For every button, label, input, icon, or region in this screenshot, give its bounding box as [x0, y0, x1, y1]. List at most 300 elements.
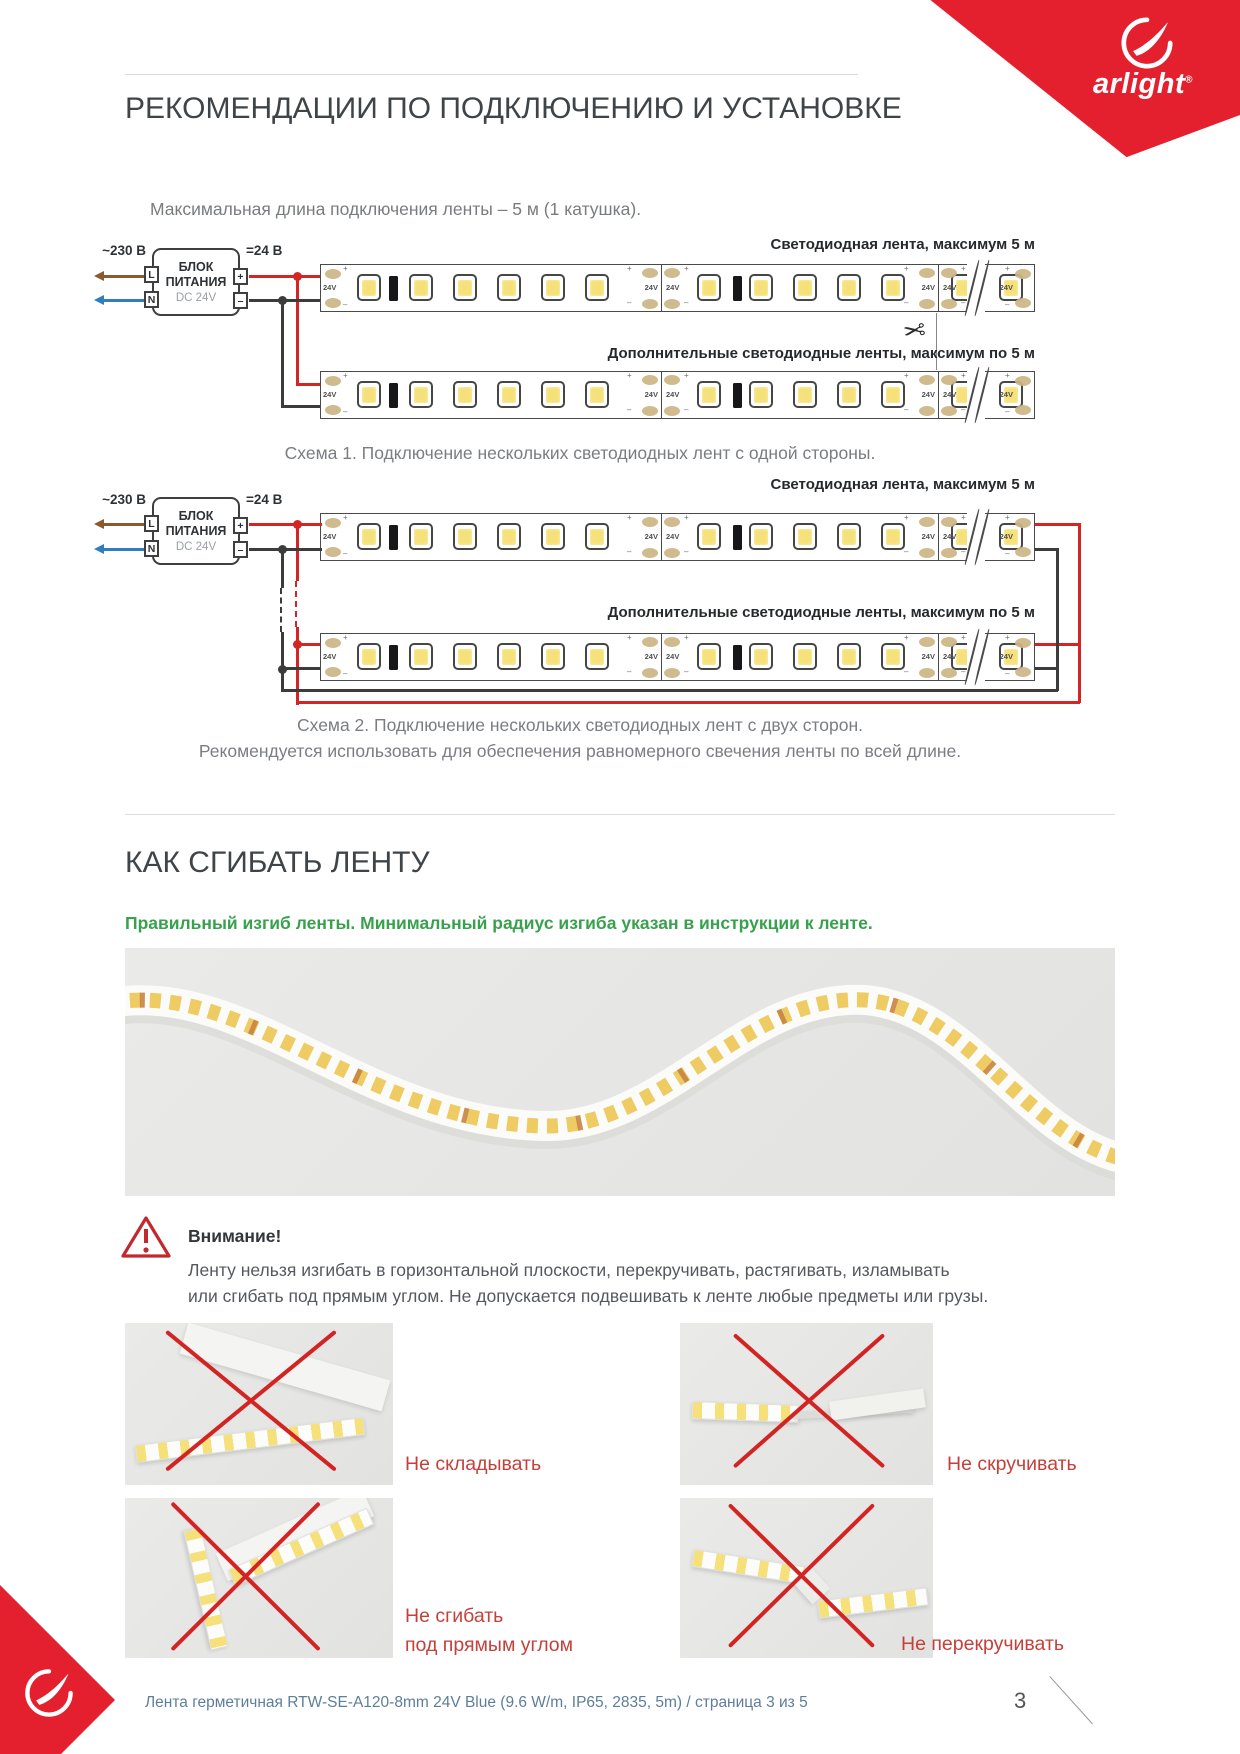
led-die	[798, 649, 812, 665]
dont-right-angle-photo	[125, 1498, 393, 1658]
schema2-caption-line1: Схема 2. Подключение нескольких светодиодных лент с двух сторон.	[297, 715, 863, 735]
led-chip	[793, 523, 817, 550]
pad-polarity-mark: –	[961, 298, 966, 307]
red-cross-icon	[680, 1323, 933, 1485]
solder-pad	[664, 668, 680, 678]
pad-polarity-mark: +	[343, 371, 348, 380]
wire-positive	[296, 627, 299, 705]
pad-voltage-label: 24V	[666, 390, 680, 399]
pad-voltage-label: 24V	[999, 532, 1013, 541]
pad-polarity-mark: –	[1005, 300, 1010, 309]
wire-negative	[1035, 667, 1058, 670]
led-die	[414, 387, 428, 403]
solder-pad	[664, 637, 680, 647]
led-chip	[409, 274, 433, 301]
pad-voltage-label: 24V	[644, 532, 658, 541]
solder-pad	[642, 548, 658, 558]
solder-pad	[941, 517, 957, 527]
led-strip	[320, 371, 1035, 419]
pad-polarity-mark: –	[961, 405, 966, 414]
led-die	[362, 280, 376, 296]
led-die	[842, 387, 856, 403]
pad-polarity-mark: –	[904, 667, 909, 676]
led-chip	[453, 643, 477, 670]
led-die	[546, 280, 560, 296]
arlight-swoosh-icon	[1118, 14, 1176, 72]
solder-pad	[1015, 547, 1031, 557]
led-chip	[585, 381, 609, 408]
dont-fold-photo	[125, 1323, 393, 1485]
pad-polarity-mark: +	[1005, 633, 1010, 642]
led-chip	[357, 274, 381, 301]
solder-pad	[919, 406, 935, 416]
solder-pad	[941, 268, 957, 278]
solder-pad	[1015, 638, 1031, 648]
scissors-icon: ✂	[900, 314, 928, 348]
pad-polarity-mark: –	[904, 298, 909, 307]
led-die	[546, 529, 560, 545]
wire-positive-return	[1078, 523, 1081, 703]
segment-divider	[661, 372, 662, 418]
pad-voltage-label: 24V	[323, 652, 337, 661]
led-die	[502, 649, 516, 665]
dont-twist-label: Не скручивать	[947, 1453, 1077, 1475]
led-die	[458, 649, 472, 665]
segment-divider	[661, 265, 662, 311]
solder-pad	[642, 637, 658, 647]
pad-polarity-mark: +	[343, 264, 348, 273]
led-chip	[497, 643, 521, 670]
wire-negative-dashed	[280, 588, 282, 632]
pad-voltage-label: 24V	[999, 390, 1013, 399]
solder-pad	[941, 668, 957, 678]
pad-polarity-mark: –	[343, 669, 348, 678]
pad-polarity-mark: –	[627, 547, 632, 556]
solder-pad	[1015, 376, 1031, 386]
led-chip	[881, 381, 905, 408]
arrow-live-in	[94, 271, 104, 281]
led-chip	[453, 274, 477, 301]
red-cross-icon	[125, 1498, 393, 1658]
led-chip	[697, 523, 721, 550]
led-chip	[749, 523, 773, 550]
pad-voltage-label: 24V	[943, 652, 957, 661]
dont-twist-photo	[680, 1323, 933, 1485]
led-die	[842, 529, 856, 545]
page-number-slash	[1049, 1676, 1093, 1724]
wire-positive	[296, 275, 299, 385]
pad-voltage-label: 24V	[323, 283, 337, 292]
led-chip	[749, 274, 773, 301]
led-chip	[585, 643, 609, 670]
wire-neutral-in	[104, 548, 144, 551]
led-chip	[453, 523, 477, 550]
led-die	[798, 280, 812, 296]
led-chip	[837, 643, 861, 670]
dont-overtwist-photo	[680, 1498, 933, 1658]
led-die	[886, 649, 900, 665]
solder-pad	[664, 406, 680, 416]
solder-pad	[919, 268, 935, 278]
led-chip	[837, 523, 861, 550]
pad-polarity-mark: +	[684, 264, 689, 273]
led-die	[590, 649, 604, 665]
ac-voltage-label: ~230 В	[102, 243, 146, 258]
resistor-chip	[733, 383, 742, 408]
pad-polarity-mark: –	[904, 405, 909, 414]
pad-voltage-label: 24V	[666, 652, 680, 661]
pad-polarity-mark: +	[961, 371, 966, 380]
led-chip	[541, 523, 565, 550]
dc-voltage-label: =24 В	[246, 243, 283, 258]
solder-pad	[325, 269, 341, 279]
led-chip	[793, 643, 817, 670]
correct-bend-note: Правильный изгиб ленты. Минимальный радиус изгиба указан в инструкции к ленте.	[125, 913, 873, 933]
psu-label-line2: ПИТАНИЯ	[165, 524, 227, 538]
solder-pad	[664, 375, 680, 385]
pad-voltage-label: 24V	[921, 283, 935, 292]
pad-polarity-mark: +	[343, 513, 348, 522]
wire-positive-dashed	[295, 581, 297, 627]
led-chip	[409, 643, 433, 670]
led-die	[886, 529, 900, 545]
led-chip	[409, 381, 433, 408]
led-die	[754, 529, 768, 545]
pad-polarity-mark: –	[627, 298, 632, 307]
led-chip	[541, 381, 565, 408]
led-die	[502, 529, 516, 545]
led-die	[458, 529, 472, 545]
led-die	[458, 387, 472, 403]
solder-pad	[325, 638, 341, 648]
pad-polarity-mark: +	[684, 633, 689, 642]
solder-pad	[919, 517, 935, 527]
solder-pad	[1015, 667, 1031, 677]
pad-polarity-mark: –	[627, 667, 632, 676]
resistor-chip	[389, 525, 398, 550]
wire-negative	[281, 632, 284, 691]
led-chip	[881, 274, 905, 301]
segment-divider	[938, 634, 939, 680]
wire-negative-return	[281, 689, 1058, 692]
led-die	[502, 280, 516, 296]
brand-name: arlight	[1093, 68, 1186, 100]
pad-polarity-mark: +	[1005, 371, 1010, 380]
pad-voltage-label: 24V	[644, 652, 658, 661]
pad-voltage-label: 24V	[666, 283, 680, 292]
resistor-chip	[389, 276, 398, 301]
wire-neutral-in	[104, 299, 144, 302]
resistor-chip	[733, 276, 742, 301]
section-divider	[125, 814, 1115, 815]
solder-pad	[941, 299, 957, 309]
bend-section-title: КАК СГИБАТЬ ЛЕНТУ	[125, 846, 430, 879]
wire-positive	[296, 523, 299, 581]
pad-voltage-label: 24V	[943, 532, 957, 541]
pad-polarity-mark: +	[1005, 264, 1010, 273]
dc-voltage-label: =24 В	[246, 492, 283, 507]
pad-voltage-label: 24V	[323, 532, 337, 541]
wire-negative	[281, 667, 322, 670]
segment-divider	[661, 514, 662, 560]
led-die	[798, 387, 812, 403]
solder-pad	[941, 637, 957, 647]
power-supply-unit	[152, 497, 240, 565]
led-die	[546, 649, 560, 665]
solder-pad	[642, 517, 658, 527]
solder-pad	[642, 375, 658, 385]
pad-voltage-label: 24V	[943, 390, 957, 399]
pad-polarity-mark: –	[627, 405, 632, 414]
pad-voltage-label: 24V	[921, 652, 935, 661]
led-die	[362, 529, 376, 545]
pad-polarity-mark: +	[904, 371, 909, 380]
led-strip	[320, 264, 1035, 312]
page-title: РЕКОМЕНДАЦИИ ПО ПОДКЛЮЧЕНИЮ И УСТАНОВКЕ	[125, 92, 902, 125]
led-chip	[453, 381, 477, 408]
led-chip	[585, 523, 609, 550]
led-chip	[793, 381, 817, 408]
dont-right-angle-label: Не сгибать под прямым углом	[405, 1605, 574, 1656]
pad-polarity-mark: +	[961, 633, 966, 642]
pad-voltage-label: 24V	[921, 532, 935, 541]
solder-pad	[919, 668, 935, 678]
led-chip	[881, 643, 905, 670]
resistor-chip	[733, 525, 742, 550]
wavy-led-strip-illustration	[125, 948, 1115, 1196]
segment-divider	[661, 634, 662, 680]
led-die	[798, 529, 812, 545]
led-die	[590, 387, 604, 403]
schema2-caption	[125, 712, 1035, 764]
arlight-swoosh-icon	[22, 1666, 76, 1720]
pad-polarity-mark: +	[627, 513, 632, 522]
pad-polarity-mark: +	[684, 513, 689, 522]
led-chip	[541, 274, 565, 301]
solder-pad	[1015, 298, 1031, 308]
led-chip	[837, 274, 861, 301]
pad-voltage-label: 24V	[644, 390, 658, 399]
led-chip	[749, 381, 773, 408]
led-chip	[585, 274, 609, 301]
pad-polarity-mark: –	[343, 407, 348, 416]
wire-positive	[249, 523, 322, 526]
led-die	[842, 649, 856, 665]
wire-negative	[281, 299, 284, 407]
psu-label-line1: БЛОК	[178, 509, 214, 523]
pad-polarity-mark: –	[961, 667, 966, 676]
pad-polarity-mark: –	[1005, 669, 1010, 678]
led-die	[546, 387, 560, 403]
solder-pad	[642, 299, 658, 309]
red-cross-icon	[125, 1323, 393, 1485]
pad-polarity-mark: –	[684, 547, 689, 556]
solder-pad	[664, 268, 680, 278]
led-die	[754, 649, 768, 665]
extra-strips-title: Дополнительные светодиодные ленты, максимум по 5 м	[607, 345, 1035, 362]
segment-divider	[938, 265, 939, 311]
intro-text: Максимальная длина подключения ленты – 5 м (1 катушка).	[150, 199, 642, 219]
led-die	[702, 529, 716, 545]
led-die	[754, 280, 768, 296]
led-chip	[697, 643, 721, 670]
solder-pad	[1015, 269, 1031, 279]
wire-negative-return	[1056, 548, 1059, 691]
led-chip	[793, 274, 817, 301]
pad-polarity-mark: +	[1005, 513, 1010, 522]
segment-divider	[938, 514, 939, 560]
brand-wordmark	[1068, 68, 1218, 101]
solder-pad	[919, 375, 935, 385]
led-strip	[320, 633, 1035, 681]
pad-polarity-mark: +	[684, 371, 689, 380]
pad-polarity-mark: +	[961, 513, 966, 522]
solder-pad	[919, 637, 935, 647]
pad-polarity-mark: +	[343, 633, 348, 642]
pad-polarity-mark: –	[1005, 407, 1010, 416]
led-die	[702, 649, 716, 665]
led-die	[590, 529, 604, 545]
terminal-live: L	[144, 515, 159, 532]
pad-voltage-label: 24V	[921, 390, 935, 399]
resistor-chip	[389, 645, 398, 670]
solder-pad	[664, 299, 680, 309]
warning-title: Внимание!	[188, 1226, 282, 1246]
led-chip	[409, 523, 433, 550]
led-die	[458, 280, 472, 296]
pad-voltage-label: 24V	[644, 283, 658, 292]
solder-pad	[919, 548, 935, 558]
pad-polarity-mark: +	[627, 371, 632, 380]
psu-label-line3: DC 24V	[175, 292, 217, 304]
solder-pad	[325, 547, 341, 557]
pad-polarity-mark: +	[904, 633, 909, 642]
led-chip	[357, 523, 381, 550]
wire-positive	[296, 643, 322, 646]
terminal-plus: +	[233, 517, 248, 534]
solder-pad	[941, 375, 957, 385]
wire-positive	[1035, 523, 1080, 526]
led-die	[362, 649, 376, 665]
led-die	[590, 280, 604, 296]
led-die	[886, 387, 900, 403]
led-die	[886, 280, 900, 296]
solder-pad	[941, 406, 957, 416]
schema2-caption-line2: Рекомендуется использовать для обеспечения равномерного свечения ленты по всей длине.	[198, 741, 962, 761]
pad-polarity-mark: –	[684, 298, 689, 307]
pad-polarity-mark: –	[904, 547, 909, 556]
solder-pad	[941, 548, 957, 558]
solder-pad	[1015, 405, 1031, 415]
power-supply-unit	[152, 248, 240, 316]
psu-label-line1: БЛОК	[178, 260, 214, 274]
terminal-plus: +	[233, 268, 248, 285]
solder-pad	[642, 406, 658, 416]
registered-mark: ®	[1185, 74, 1193, 86]
led-die	[414, 649, 428, 665]
solder-pad	[325, 518, 341, 528]
pad-polarity-mark: +	[961, 264, 966, 273]
terminal-neutral: N	[144, 540, 159, 557]
pad-voltage-label: 24V	[666, 532, 680, 541]
pad-polarity-mark: –	[343, 300, 348, 309]
wire-negative	[281, 548, 284, 588]
solder-pad	[664, 517, 680, 527]
schema1-caption: Схема 1. Подключение нескольких светодиодных лент с одной стороны.	[284, 443, 876, 463]
terminal-minus: –	[233, 292, 248, 309]
segment-divider	[938, 372, 939, 418]
led-chip	[497, 523, 521, 550]
led-chip	[357, 381, 381, 408]
led-chip	[749, 643, 773, 670]
solder-pad	[1015, 518, 1031, 528]
led-die	[702, 280, 716, 296]
wire-live-in	[104, 523, 144, 526]
pad-polarity-mark: –	[343, 549, 348, 558]
led-chip	[697, 381, 721, 408]
led-chip	[697, 274, 721, 301]
strip-title: Светодиодная лента, максимум 5 м	[770, 236, 1035, 253]
led-chip	[541, 643, 565, 670]
wire-negative	[281, 405, 322, 408]
pad-polarity-mark: –	[1005, 549, 1010, 558]
pad-polarity-mark: +	[627, 264, 632, 273]
dont-fold-label: Не складывать	[405, 1453, 542, 1475]
psu-label-line3: DC 24V	[175, 541, 217, 553]
psu-label-line2: ПИТАНИЯ	[165, 275, 227, 289]
resistor-chip	[389, 383, 398, 408]
pad-polarity-mark: +	[904, 264, 909, 273]
led-chip	[837, 381, 861, 408]
pad-polarity-mark: –	[684, 667, 689, 676]
led-chip	[881, 523, 905, 550]
footer-product-info: Лента герметичная RTW-SE-A120-8mm 24V Blue (9.6 W/m, IP65, 2835, 5m) / страница 3 из 5	[145, 1694, 808, 1711]
warning-text: Ленту нельзя изгибать в горизонтальной плоскости, перекручивать, растягивать, изламывать или сгибать под прямым углом. Не допускается подвешивать к ленте любые предметы или грузы.	[188, 1260, 989, 1306]
solder-pad	[325, 405, 341, 415]
extra-strips-title: Дополнительные светодиодные ленты, максимум по 5 м	[607, 604, 1035, 621]
pad-polarity-mark: –	[684, 405, 689, 414]
led-die	[702, 387, 716, 403]
pad-voltage-label: 24V	[323, 390, 337, 399]
pad-polarity-mark: –	[961, 547, 966, 556]
pad-polarity-mark: +	[627, 633, 632, 642]
terminal-minus: –	[233, 541, 248, 558]
wire-positive-return	[296, 701, 1080, 704]
solder-pad	[642, 668, 658, 678]
led-die	[414, 280, 428, 296]
solder-pad	[325, 667, 341, 677]
pad-voltage-label: 24V	[999, 283, 1013, 292]
arrow-live-in	[94, 519, 104, 529]
solder-pad	[325, 298, 341, 308]
terminal-live: L	[144, 266, 159, 283]
pad-voltage-label: 24V	[943, 283, 957, 292]
led-strip	[320, 513, 1035, 561]
pad-voltage-label: 24V	[999, 652, 1013, 661]
page-number: 3	[1014, 1688, 1027, 1713]
arrow-neutral-in	[94, 295, 104, 305]
terminal-neutral: N	[144, 291, 159, 308]
led-chip	[497, 274, 521, 301]
solder-pad	[919, 299, 935, 309]
resistor-chip	[733, 645, 742, 670]
led-chip	[497, 381, 521, 408]
led-die	[414, 529, 428, 545]
warning-triangle-icon	[120, 1214, 172, 1260]
led-die	[842, 280, 856, 296]
wire-positive	[296, 383, 322, 386]
led-die	[502, 387, 516, 403]
